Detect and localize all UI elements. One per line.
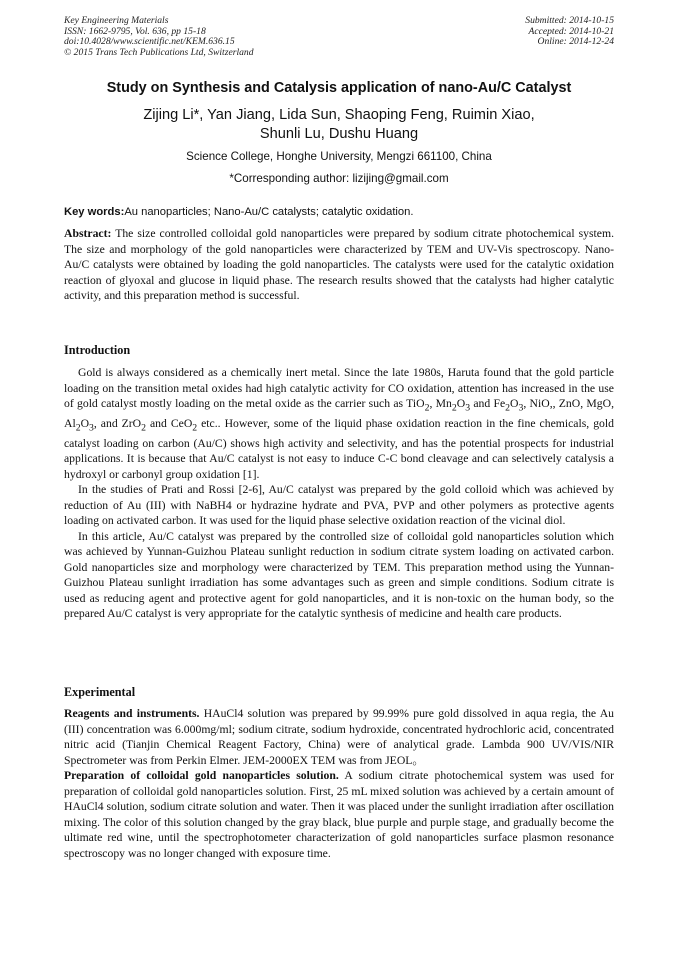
- intro-paragraph-3: In this article, Au/C catalyst was prepared by the controlled size of colloidal gold nanoparticles solution which was achieved by Yunnan-Guizhou Plateau sunlight reduction in sodium citrate system loading on activated carbon. Gold nanoparticles size and morphology were characterized by TEM. This preparation method using the Yunnan-Guizhou Plateau sunlight irradiation has some advantages such as green and simple conditions. Sodium citrate is used as reducing agent and protective agent for gold nanoparticles, and it is non-toxic on the human body, so the prepared Au/C catalyst is very appropriate for the catalytic synthesis of medicine and health care products.: [64, 529, 614, 621]
- journal-doi: doi:10.4028/www.scientific.net/KEM.636.15: [64, 36, 235, 48]
- accepted-date: Accepted: 2014-10-21: [528, 25, 614, 37]
- introduction-body: [64, 365, 614, 622]
- journal-issn: ISSN: 1662-9795, Vol. 636, pp 15-18: [64, 25, 206, 37]
- authors-line-1: Zijing Li*, Yan Jiang, Lida Sun, Shaoping Feng, Ruimin Xiao,: [143, 107, 535, 123]
- intro-paragraph-2: In the studies of Prati and Rossi [2-6], Au/C catalyst was prepared by the gold colloid which was achieved by reduction of Au (III) with NaBH4 or hydrazine hydrate and PVA, PVP and other polymers as protective agents loading on activated carbon. It was used for the liquid phase selective oxidation reaction of the vicinal diol.: [64, 483, 614, 528]
- abstract-label: Abstract:: [64, 227, 112, 240]
- keywords-text: Au nanoparticles; Nano-Au/C catalysts; catalytic oxidation.: [124, 206, 414, 218]
- keywords: [64, 206, 616, 218]
- reagents-label: Reagents and instruments.: [64, 707, 200, 720]
- intro-paragraph-1: Gold is always considered as a chemically inert metal. Since the late 1980s, Haruta found that the gold particle loading on the transition metal oxides had high catalytic activity for CO oxidation, attention has increased in the use of gold catalyst mostly loading on the metal oxide as the carrier such as TiO$_2$, $Mn_2O_3$ and $Fe_2O_3$, NiO,, ZnO, MgO, $Al_2O_3$, and ZrO$_2$ and CeO$_2$ etc.. However, some of the liquid phase oxidation reaction in the fine chemicals, gold catalyst loading on carbon (Au/C) shows high activity and selectivity, and has the potential prospects for industrial applications. It is because that Au/C catalyst is not easy to induce C-C bond cleavage and can selectively catalysis a hydroxyl or carbonyl group oxidation [1].: [64, 366, 615, 481]
- preparation-paragraph: [64, 768, 614, 861]
- experimental-heading: Experimental: [64, 685, 136, 699]
- author-list: [0, 106, 678, 144]
- online-date: Online: 2014-12-24: [537, 36, 614, 48]
- keywords-label: Key words:: [64, 206, 125, 218]
- reagents-text: HAuCl4 solution was prepared by 99.99% pure gold dissolved in aqua regia, the Au (III) concentration was 6.000mg/ml; sodium citrate, sodium hydroxide, concentrated hydrochloric acid, concentrated nitric acid (Tianjin Chemical Reagent Factory, China) were of analytical grade. Lambda 900 UV/VIS/NIR Spectrometer was from Perkin Elmer. JEM-2000EX TEM was from JEOL。: [64, 707, 614, 767]
- journal-copyright: © 2015 Trans Tech Publications Ltd, Switzerland: [64, 46, 254, 58]
- paper-title: Study on Synthesis and Catalysis application of nano-Au/C Catalyst: [106, 80, 572, 96]
- authors-line-2: Shunli Lu, Dushu Huang: [259, 126, 419, 142]
- experimental-body: [64, 706, 614, 861]
- preparation-text: A sodium citrate photochemical system was used for preparation of colloidal gold nanoparticles solution. First, 25 mL mixed solution was achieved by a certain amount of HAuCl4 solution, sodium citrate solution and water. Then it was placed under the sunlight irradiation after oscillation mixing. The color of this solution changed by the gray black, blue purple and purple stage, and gradually become the ultimate red wine, until the spectrophotometer characterization of gold nanoparticles surface plasmon resonance spectroscopy was no longer changed with exposure time.: [64, 769, 614, 860]
- affiliation: Science College, Honghe University, Mengzi 661100, China: [186, 150, 492, 163]
- abstract: [64, 226, 614, 304]
- journal-name: Key Engineering Materials: [64, 15, 169, 26]
- journal-header: [64, 16, 254, 58]
- submitted-date: Submitted: 2014-10-15: [525, 15, 614, 26]
- introduction-heading: Introduction: [64, 343, 131, 357]
- reagents-paragraph: [64, 706, 614, 768]
- abstract-text: The size controlled colloidal gold nanoparticles were prepared by sodium citrate photochemical system. The size and morphology of the gold nanoparticles were characterized by TEM and UV-Vis spectroscopy. Nano-Au/C catalysts were obtained by loading the gold nanoparticles. The catalysts were used for the catalytic oxidation reaction of glyoxal and glucose in liquid phase. The research results showed that the catalysts had higher catalytic activity, and this preparation method is successful.: [64, 227, 614, 302]
- corresponding-author: *Corresponding author: lizijing@gmail.com: [229, 172, 449, 185]
- preparation-label: Preparation of colloidal gold nanoparticles solution.: [64, 769, 339, 782]
- dates-header: [525, 16, 614, 48]
